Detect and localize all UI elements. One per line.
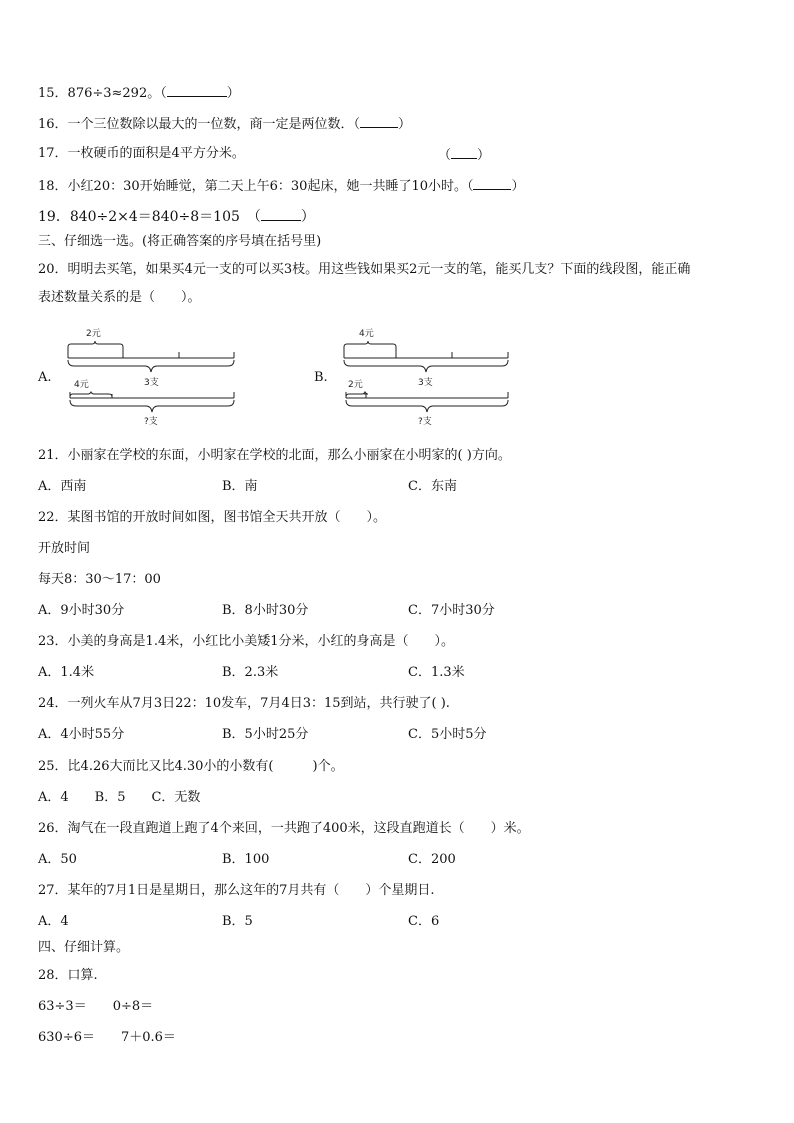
option-c[interactable]: C．5小时5分 — [408, 727, 487, 742]
option-b[interactable]: B．5小时25分 — [222, 727, 309, 742]
question-17: 17．一枚硬币的面积是4平方分米。 — [38, 146, 245, 161]
option-a-label[interactable]: A. — [38, 370, 52, 385]
option-b[interactable]: B．2.3米 — [222, 665, 279, 680]
calc-row-2: 630÷6＝ 7＋0.6＝ — [38, 1030, 176, 1045]
answer-blank[interactable] — [360, 114, 398, 128]
option-b-label[interactable]: B. — [314, 370, 328, 385]
option-c[interactable]: C．东南 — [408, 479, 457, 494]
mid-label: 3支 — [418, 378, 433, 388]
option-a[interactable]: A．4 — [38, 914, 69, 929]
question-22: 22．某图书馆的开放时间如图，图书馆全天共开放（ ）。 — [38, 510, 387, 525]
calc-row-1: 63÷3＝ 0÷8＝ — [38, 999, 154, 1014]
mid-label: 3支 — [144, 378, 159, 388]
question-23: 23．小美的身高是1.4米，小红比小美矮1分米，小红的身高是（ ）。 — [38, 634, 454, 649]
question-19: 19．840÷2×4＝840÷8＝105 （ ） — [38, 209, 315, 225]
question-16: 16．一个三位数除以最大的一位数，商一定是两位数．（ ） — [38, 114, 411, 134]
answer-blank[interactable] — [451, 145, 477, 159]
info-title: 开放时间 — [38, 541, 91, 556]
question-28: 28．口算. — [38, 968, 98, 983]
question-17-answer: （ ） — [438, 145, 490, 165]
options-abc[interactable]: A．4 B．5 C．无数 — [38, 790, 201, 805]
top-label: 4元 — [359, 329, 374, 339]
question-24: 24．一列火车从7月3日22：10发车，7月4日3：15到站，共行驶了( ). — [38, 696, 450, 711]
question-21: 21．小丽家在学校的东面，小明家在学校的北面，那么小丽家在小明家的( )方向。 — [38, 448, 511, 463]
option-b[interactable]: B．南 — [222, 479, 258, 494]
top-label: 2元 — [86, 329, 101, 339]
question-20-line1: 20．明明去买笔，如果买4元一支的可以买3枝。用这些钱如果买2元一支的笔，能买几支？下面的线段图，能正确 — [38, 262, 691, 277]
section-4-heading: 四、仔细计算。 — [38, 940, 130, 955]
small-label: 4元 — [74, 380, 89, 390]
answer-blank[interactable] — [473, 176, 511, 190]
option-a[interactable]: A．9小时30分 — [38, 603, 125, 618]
section-3-heading: 三、仔细选一选。(将正确答案的序号填在括号里) — [38, 234, 322, 249]
option-a[interactable]: A．西南 — [38, 479, 87, 494]
question-25: 25．比4.26大而比又比4.30小的小数有( )个。 — [38, 759, 344, 774]
option-b[interactable]: B．8小时30分 — [222, 603, 309, 618]
small-label: 2元 — [348, 380, 363, 390]
option-a[interactable]: A．1.4米 — [38, 665, 95, 680]
option-c[interactable]: C．1.3米 — [408, 665, 465, 680]
diagram-a — [62, 322, 242, 432]
bottom-label: ?支 — [418, 417, 432, 427]
bottom-label: ?支 — [144, 417, 158, 427]
option-c[interactable]: C．200 — [408, 852, 456, 867]
diagram-b — [338, 322, 518, 432]
option-a[interactable]: A．50 — [38, 852, 77, 867]
answer-blank[interactable] — [261, 207, 301, 221]
question-26: 26．淘气在一段直跑道上跑了4个来回，一共跑了400米，这段直跑道长（ ）米。 — [38, 821, 530, 836]
info-hours: 每天8：30～17：00 — [38, 572, 161, 587]
option-a[interactable]: A．4小时55分 — [38, 727, 125, 742]
question-15: 15．876÷3≈292。（ ） — [38, 83, 240, 103]
option-b[interactable]: B．5 — [222, 914, 253, 929]
answer-blank[interactable] — [167, 83, 227, 97]
question-27: 27．某年的7月1日是星期日，那么这年的7月共有（ ）个星期日. — [38, 883, 435, 898]
option-c[interactable]: C．6 — [408, 914, 440, 929]
option-c[interactable]: C．7小时30分 — [408, 603, 495, 618]
question-18: 18．小红20：30开始睡觉，第二天上午6：30起床，她一共睡了10小时。（ ） — [38, 176, 525, 196]
question-20-line2: 表述数量关系的是（ ）。 — [38, 290, 201, 305]
option-b[interactable]: B．100 — [222, 852, 270, 867]
